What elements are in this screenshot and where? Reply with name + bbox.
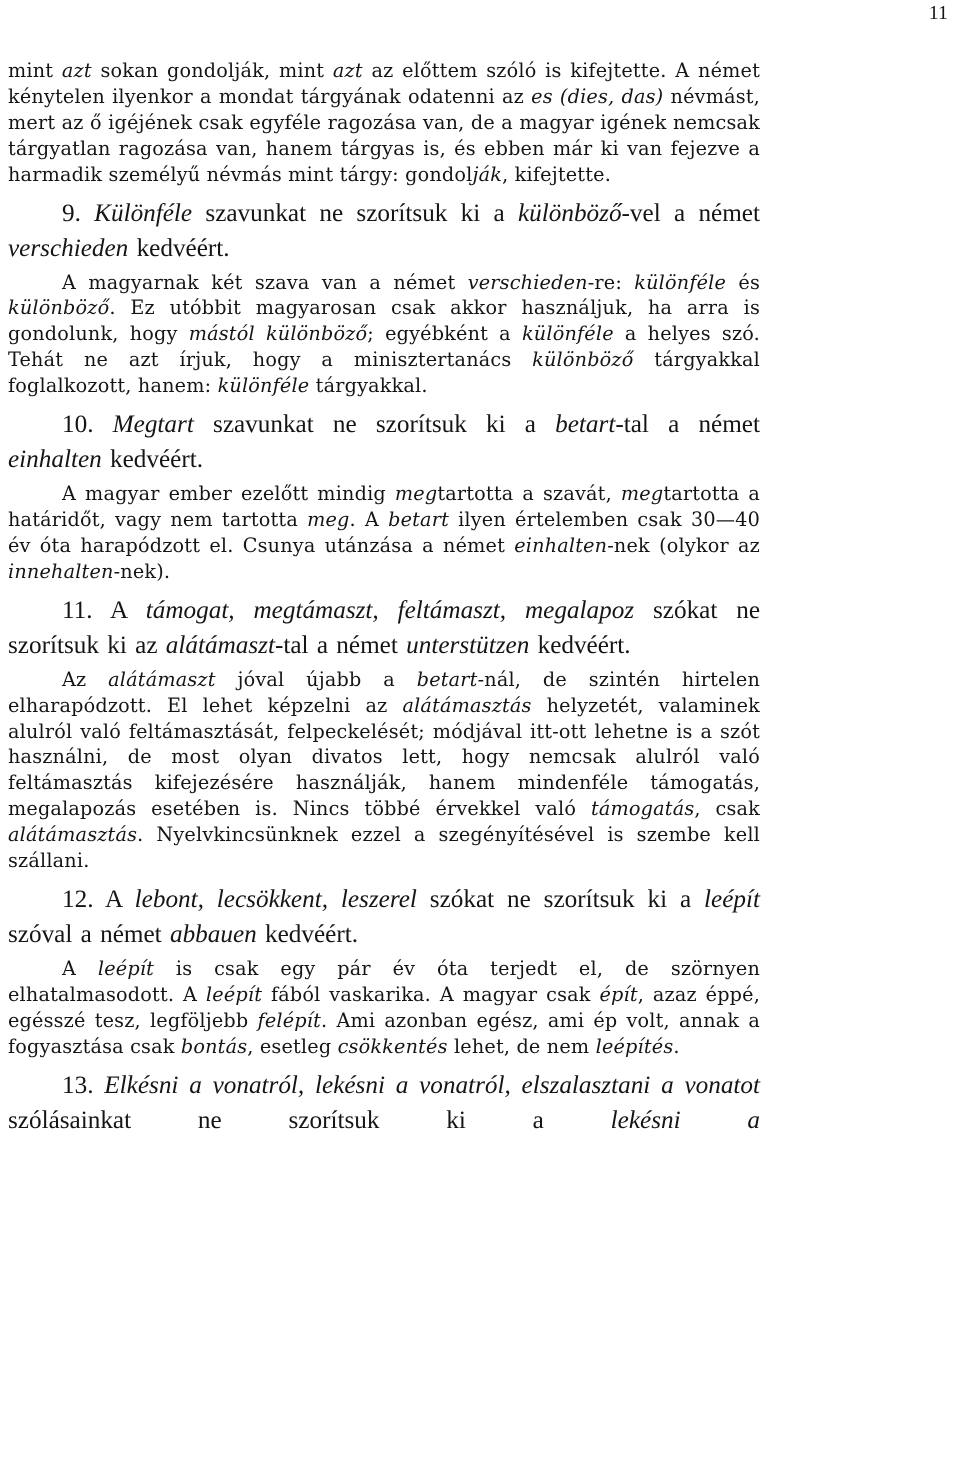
text-run: szóval a német	[8, 920, 170, 948]
italic-run: lebont, lecsökkent, leszerel	[134, 885, 417, 913]
text-run: . A	[349, 507, 389, 531]
text-run: tartotta a szavát,	[437, 482, 621, 506]
text-run: ilyen értelemben csak 30—40 év óta harapódzott el. Csunya utánzása a német	[8, 507, 760, 557]
italic-run: azt	[61, 59, 92, 82]
italic-run: innehalten	[8, 559, 114, 583]
text-run: -tal a német	[615, 411, 760, 439]
text-run: 10.	[62, 411, 113, 439]
italic-run: meg	[307, 507, 350, 531]
italic-run: különböző	[8, 296, 110, 320]
italic-run: épít	[599, 982, 638, 1006]
text-run: és	[726, 270, 760, 294]
italic-run: leépít	[704, 885, 760, 913]
text-run: , csak	[694, 797, 760, 821]
italic-run: alátámasztás	[402, 693, 532, 717]
text-run: . Nyelvkincsünknek ezzel a szegényítésével is szembe kell szállani.	[8, 823, 760, 873]
text-run: szókat ne szorítsuk ki az	[8, 596, 761, 659]
text-run: -vel a német	[621, 199, 760, 227]
body-paragraph	[8, 270, 760, 400]
italic-run: alátámaszt	[165, 631, 275, 659]
body-paragraph	[8, 481, 760, 585]
text-run: a helyes szó. Tehát ne azt írjuk, hogy a minisztertanács	[8, 322, 760, 372]
section-heading	[8, 407, 760, 477]
text-run: kedvéért.	[101, 446, 204, 474]
italic-run: betart	[555, 411, 616, 439]
text-run: helyzetét, valaminek alulról való feltámasztását, felpeckelését; módjával itt-ott lehetne is a szót használni, de most olyan divatos lett, hogy nemcsak alulról való feltámasztás kifejezésére használják, hanem mindenféle támogatás, megalapozás esetében is. Nincs többé érvekkel való	[8, 693, 760, 821]
text-run: A magyarnak két szava van a német	[62, 270, 468, 294]
text-run: Az	[62, 667, 109, 691]
page-text	[8, 58, 760, 1138]
italic-run: leépítés	[595, 1034, 674, 1058]
text-run: , esetleg	[247, 1034, 338, 1058]
text-run: lehet, de nem	[447, 1034, 596, 1058]
text-run: 12. A	[62, 885, 135, 913]
text-run: 9.	[62, 199, 95, 227]
italic-run: leépít	[97, 956, 155, 980]
text-run: jóval újabb a	[215, 667, 417, 691]
italic-run: Elkésni a vonatról, lekésni a vonatról, elszalasztani a vonatot	[104, 1071, 761, 1099]
italic-run: unterstützen	[406, 631, 530, 659]
italic-run: verschieden	[467, 270, 588, 294]
text-run: -nek (olykor az	[607, 533, 760, 557]
italic-run: támogat, megtámaszt, feltámaszt, megalapoz	[145, 596, 635, 624]
body-paragraph	[8, 956, 760, 1060]
section-heading	[8, 1068, 760, 1138]
italic-run: különféle	[217, 374, 310, 398]
text-run: névmást, mert az ő igéjének csak egyféle ragozása van, de a magyar igének nemcsak tárgyatlan ragozása van, hanem tárgyas is, és ebben már ki van fejezve a harmadik személyű névmás mint tárgy: gondol	[8, 84, 760, 186]
italic-run: Különféle	[94, 199, 193, 227]
text-run: . Ami azonban egész, ami ép volt, annak a fogyasztása csak	[8, 1008, 760, 1058]
text-run: szólásainkat ne szorítsuk ki a	[8, 1106, 611, 1134]
text-run: kedvéért.	[256, 920, 359, 948]
text-run: ; egyébként a	[367, 322, 522, 346]
italic-run: különféle	[521, 322, 614, 346]
italic-run: betart	[416, 667, 478, 691]
italic-run: támogatás	[590, 797, 695, 821]
body-paragraph	[8, 58, 760, 188]
page-number: 11	[928, 2, 948, 24]
text-run: A	[62, 956, 98, 980]
text-run: -nál, de szintén hirtelen elharapódzott. El lehet képzelni az	[8, 667, 760, 717]
italic-run: abbauen	[169, 920, 257, 948]
section-heading	[8, 196, 760, 266]
text-run: 11. A	[62, 596, 146, 624]
italic-run: verschieden	[8, 234, 129, 262]
italic-run: einhalten	[514, 533, 608, 557]
text-run: , kifejtette.	[502, 162, 611, 186]
text-run: szókat ne szorítsuk ki a	[416, 885, 705, 913]
italic-run: azt	[332, 59, 363, 82]
text-run: mint	[8, 59, 62, 82]
text-run: fából vaskarika. A magyar csak	[262, 982, 600, 1006]
text-run: . Ez utóbbit magyarosan csak akkor használjuk, ha arra is gondolunk, hogy	[8, 296, 760, 346]
text-run: -re:	[587, 270, 635, 294]
italic-run: különböző	[518, 199, 622, 227]
italic-run: különféle	[634, 270, 727, 294]
italic-run: einhalten	[8, 446, 102, 474]
text-run: 13.	[62, 1071, 105, 1099]
text-run: sokan gondolják, mint	[91, 59, 333, 82]
text-run: -nek).	[113, 559, 171, 583]
italic-run: alátámaszt	[108, 667, 216, 691]
italic-run: mástól különböző	[188, 322, 368, 346]
italic-run: alátámasztás	[8, 823, 138, 847]
text-run: tárgyakkal.	[309, 374, 428, 398]
text-run: A magyar ember ezelőtt mindig	[62, 482, 395, 506]
italic-run: meg	[394, 482, 438, 506]
text-run: az előttem szóló is kifejtette. A német kénytelen ilyenkor a mondat tárgyának odatenni az	[8, 59, 760, 108]
text-run: .	[673, 1034, 680, 1058]
text-run: tárgyakkal foglalkozott, hanem:	[8, 348, 760, 398]
italic-run: betart	[388, 507, 449, 531]
italic-run: lekésni a	[610, 1106, 760, 1134]
text-run: szavunkat ne szorítsuk ki a	[193, 411, 556, 439]
text-run: , azaz éppé, egésszé tesz, legföljebb	[8, 982, 761, 1032]
italic-run: felépít	[257, 1008, 322, 1032]
italic-run: es (dies, das)	[531, 84, 664, 108]
italic-run: csökkentés	[337, 1034, 448, 1058]
italic-run: meg	[620, 482, 664, 506]
italic-run: ják	[472, 162, 503, 186]
text-run: is csak egy pár év óta terjedt el, de szörnyen elhatalmasodott. A	[8, 956, 761, 1006]
section-heading	[8, 593, 760, 663]
text-run: kedvéért.	[529, 631, 631, 659]
text-run: tartotta a határidőt, vagy nem tartotta	[8, 482, 761, 531]
italic-run: leépít	[205, 982, 263, 1006]
italic-run: különböző	[532, 348, 634, 372]
text-run: -tal a német	[274, 631, 407, 659]
body-paragraph	[8, 667, 760, 874]
italic-run: Megtart	[112, 411, 194, 439]
section-heading	[8, 882, 760, 952]
text-run: kedvéért.	[128, 234, 230, 262]
text-run: szavunkat ne szorítsuk ki a	[192, 199, 518, 227]
italic-run: bontás	[180, 1034, 248, 1058]
